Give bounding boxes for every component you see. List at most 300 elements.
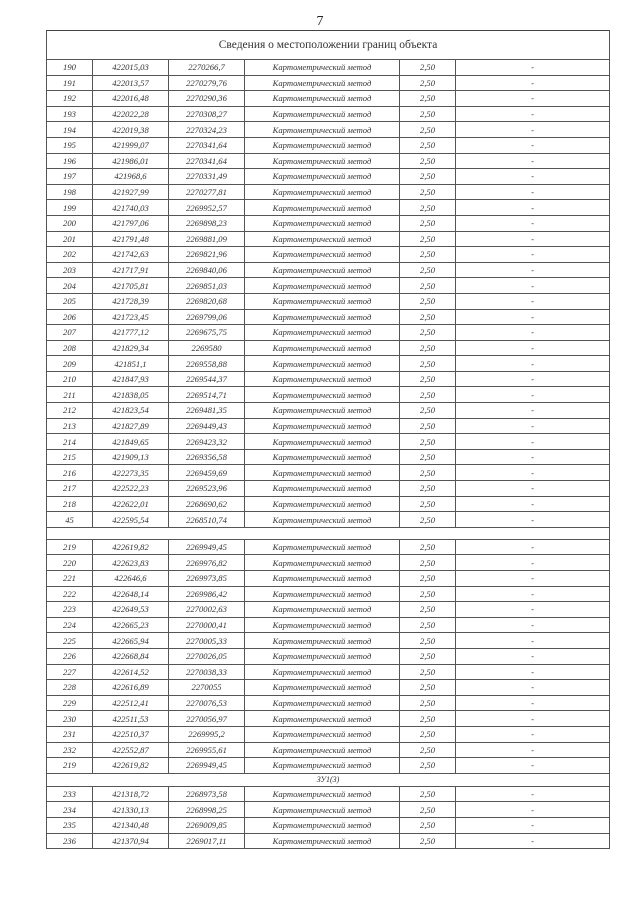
coordinate-y: 2269973,85 <box>169 571 245 587</box>
precision-value: 2,50 <box>400 786 456 802</box>
description-cell: - <box>456 278 610 294</box>
determination-method: Картометрический метод <box>245 356 400 372</box>
precision-value: 2,50 <box>400 449 456 465</box>
precision-value: 2,50 <box>400 481 456 497</box>
table-row <box>47 340 610 356</box>
description-cell: - <box>456 215 610 231</box>
coordinate-y: 2270279,76 <box>169 75 245 91</box>
coordinate-y: 2270331,49 <box>169 169 245 185</box>
coordinate-x: 422646,6 <box>93 571 169 587</box>
precision-value: 2,50 <box>400 695 456 711</box>
determination-method: Картометрический метод <box>245 726 400 742</box>
table-row <box>47 371 610 387</box>
coordinate-y: 2269580 <box>169 340 245 356</box>
description-cell: - <box>456 91 610 107</box>
table-row <box>47 617 610 633</box>
point-number: 231 <box>47 726 93 742</box>
precision-value: 2,50 <box>400 539 456 555</box>
coordinate-x: 421740,03 <box>93 200 169 216</box>
point-number: 190 <box>47 60 93 76</box>
description-cell: - <box>456 586 610 602</box>
table-row <box>47 200 610 216</box>
precision-value: 2,50 <box>400 403 456 419</box>
determination-method: Картометрический метод <box>245 106 400 122</box>
point-number: 195 <box>47 137 93 153</box>
description-cell: - <box>456 293 610 309</box>
description-cell: - <box>456 481 610 497</box>
coordinate-y: 2269459,69 <box>169 465 245 481</box>
table-row <box>47 680 610 696</box>
table-row <box>47 833 610 849</box>
precision-value: 2,50 <box>400 75 456 91</box>
description-cell: - <box>456 539 610 555</box>
precision-value: 2,50 <box>400 680 456 696</box>
precision-value: 2,50 <box>400 711 456 727</box>
coordinate-y: 2270002,63 <box>169 602 245 618</box>
coordinate-x: 421728,39 <box>93 293 169 309</box>
description-cell: - <box>456 680 610 696</box>
precision-value: 2,50 <box>400 555 456 571</box>
table-row <box>47 539 610 555</box>
table-row <box>47 742 610 758</box>
description-cell: - <box>456 695 610 711</box>
precision-value: 2,50 <box>400 91 456 107</box>
determination-method: Картометрический метод <box>245 137 400 153</box>
point-number: 234 <box>47 802 93 818</box>
table-row <box>47 262 610 278</box>
determination-method: Картометрический метод <box>245 184 400 200</box>
point-number: 191 <box>47 75 93 91</box>
coordinate-y: 2270341,64 <box>169 153 245 169</box>
determination-method: Картометрический метод <box>245 449 400 465</box>
determination-method: Картометрический метод <box>245 786 400 802</box>
coordinate-y: 2269820,68 <box>169 293 245 309</box>
coordinate-x: 422665,94 <box>93 633 169 649</box>
determination-method: Картометрический метод <box>245 371 400 387</box>
coordinate-y: 2269952,57 <box>169 200 245 216</box>
table-row <box>47 356 610 372</box>
coordinate-x: 422013,57 <box>93 75 169 91</box>
determination-method: Картометрический метод <box>245 512 400 528</box>
determination-method: Картометрический метод <box>245 481 400 497</box>
description-cell: - <box>456 633 610 649</box>
precision-value: 2,50 <box>400 648 456 664</box>
coordinate-x: 421340,48 <box>93 817 169 833</box>
section-label <box>47 773 610 786</box>
description-cell: - <box>456 184 610 200</box>
coordinate-x: 422512,41 <box>93 695 169 711</box>
point-number: 202 <box>47 247 93 263</box>
point-number: 236 <box>47 833 93 849</box>
coordinate-x: 422522,23 <box>93 481 169 497</box>
description-cell: - <box>456 817 610 833</box>
coordinate-y: 2270308,27 <box>169 106 245 122</box>
page-number: 7 <box>316 14 324 29</box>
description-cell: - <box>456 356 610 372</box>
table-row <box>47 91 610 107</box>
coordinate-y: 2269009,85 <box>169 817 245 833</box>
precision-value: 2,50 <box>400 758 456 774</box>
determination-method: Картометрический метод <box>245 75 400 91</box>
coordinate-x: 421791,48 <box>93 231 169 247</box>
coordinate-x: 421986,01 <box>93 153 169 169</box>
determination-method: Картометрический метод <box>245 169 400 185</box>
coordinate-x: 421849,65 <box>93 434 169 450</box>
precision-value: 2,50 <box>400 742 456 758</box>
coordinate-x: 421330,13 <box>93 802 169 818</box>
point-number: 204 <box>47 278 93 294</box>
table-row <box>47 60 610 76</box>
table-row <box>47 309 610 325</box>
description-cell: - <box>456 169 610 185</box>
coordinate-x: 421838,05 <box>93 387 169 403</box>
precision-value: 2,50 <box>400 169 456 185</box>
coordinate-x: 422665,23 <box>93 617 169 633</box>
table-row <box>47 418 610 434</box>
description-cell: - <box>456 512 610 528</box>
coordinate-x: 422015,03 <box>93 60 169 76</box>
precision-value: 2,50 <box>400 106 456 122</box>
coordinate-y: 2269675,75 <box>169 325 245 341</box>
point-number: 221 <box>47 571 93 587</box>
coordinate-y: 2270038,33 <box>169 664 245 680</box>
coordinate-x: 421829,34 <box>93 340 169 356</box>
description-cell: - <box>456 786 610 802</box>
description-cell: - <box>456 434 610 450</box>
table-row <box>47 122 610 138</box>
table-row <box>47 169 610 185</box>
point-number: 224 <box>47 617 93 633</box>
point-number: 206 <box>47 309 93 325</box>
determination-method: Картометрический метод <box>245 387 400 403</box>
point-number: 200 <box>47 215 93 231</box>
description-cell: - <box>456 602 610 618</box>
table-row <box>47 293 610 309</box>
determination-method: Картометрический метод <box>245 60 400 76</box>
coordinate-y: 2270324,23 <box>169 122 245 138</box>
description-cell: - <box>456 758 610 774</box>
point-number: 212 <box>47 403 93 419</box>
coordinate-y: 2269558,88 <box>169 356 245 372</box>
precision-value: 2,50 <box>400 340 456 356</box>
determination-method: Картометрический метод <box>245 122 400 138</box>
table-row <box>47 664 610 680</box>
point-number: 228 <box>47 680 93 696</box>
table-title-row <box>47 31 610 60</box>
coordinate-x: 421318,72 <box>93 786 169 802</box>
table-row <box>47 817 610 833</box>
coordinate-y: 2269356,58 <box>169 449 245 465</box>
description-cell: - <box>456 449 610 465</box>
precision-value: 2,50 <box>400 633 456 649</box>
coordinate-x: 422552,87 <box>93 742 169 758</box>
table-row <box>47 648 610 664</box>
section-separator-cell <box>47 527 610 539</box>
table-row <box>47 496 610 512</box>
coordinate-y: 2270266,7 <box>169 60 245 76</box>
coordinate-y: 2269481,35 <box>169 403 245 419</box>
description-cell: - <box>456 617 610 633</box>
point-number: 196 <box>47 153 93 169</box>
coordinate-x: 421927,99 <box>93 184 169 200</box>
point-number: 220 <box>47 555 93 571</box>
determination-method: Картометрический метод <box>245 664 400 680</box>
precision-value: 2,50 <box>400 215 456 231</box>
table-row <box>47 403 610 419</box>
point-number: 235 <box>47 817 93 833</box>
determination-method: Картометрический метод <box>245 231 400 247</box>
table-row <box>47 137 610 153</box>
determination-method: Картометрический метод <box>245 325 400 341</box>
coordinate-y: 2270290,36 <box>169 91 245 107</box>
precision-value: 2,50 <box>400 664 456 680</box>
point-number: 194 <box>47 122 93 138</box>
determination-method: Картометрический метод <box>245 758 400 774</box>
coordinate-x: 422595,54 <box>93 512 169 528</box>
coordinate-y: 2270056,97 <box>169 711 245 727</box>
table-row <box>47 802 610 818</box>
precision-value: 2,50 <box>400 184 456 200</box>
point-number: 215 <box>47 449 93 465</box>
precision-value: 2,50 <box>400 293 456 309</box>
table-row <box>47 231 610 247</box>
coordinate-x: 421909,13 <box>93 449 169 465</box>
coordinate-y: 2269799,06 <box>169 309 245 325</box>
coordinate-y: 2269523,96 <box>169 481 245 497</box>
precision-value: 2,50 <box>400 325 456 341</box>
coordinate-x: 421851,1 <box>93 356 169 372</box>
coordinates-sheet <box>46 30 609 849</box>
description-cell: - <box>456 247 610 263</box>
determination-method: Картометрический метод <box>245 711 400 727</box>
description-cell: - <box>456 122 610 138</box>
precision-value: 2,50 <box>400 496 456 512</box>
precision-value: 2,50 <box>400 617 456 633</box>
coordinate-x: 422511,53 <box>93 711 169 727</box>
coordinate-y: 2270000,41 <box>169 617 245 633</box>
table-row <box>47 586 610 602</box>
table-row <box>47 481 610 497</box>
description-cell: - <box>456 648 610 664</box>
determination-method: Картометрический метод <box>245 247 400 263</box>
description-cell: - <box>456 726 610 742</box>
point-number: 203 <box>47 262 93 278</box>
table-row <box>47 786 610 802</box>
description-cell: - <box>456 555 610 571</box>
precision-value: 2,50 <box>400 309 456 325</box>
precision-value: 2,50 <box>400 434 456 450</box>
coordinate-x: 422019,38 <box>93 122 169 138</box>
precision-value: 2,50 <box>400 137 456 153</box>
table-row <box>47 758 610 774</box>
precision-value: 2,50 <box>400 122 456 138</box>
point-number: 205 <box>47 293 93 309</box>
point-number: 213 <box>47 418 93 434</box>
coordinate-x: 421777,12 <box>93 325 169 341</box>
coordinate-x: 421742,63 <box>93 247 169 263</box>
determination-method: Картометрический метод <box>245 262 400 278</box>
point-number: 192 <box>47 91 93 107</box>
point-number: 211 <box>47 387 93 403</box>
table-row <box>47 571 610 587</box>
coordinate-x: 422016,48 <box>93 91 169 107</box>
determination-method: Картометрический метод <box>245 602 400 618</box>
description-cell: - <box>456 802 610 818</box>
coordinate-y: 2269976,82 <box>169 555 245 571</box>
coordinate-y: 2269840,06 <box>169 262 245 278</box>
precision-value: 2,50 <box>400 602 456 618</box>
precision-value: 2,50 <box>400 60 456 76</box>
description-cell: - <box>456 418 610 434</box>
description-cell: - <box>456 711 610 727</box>
coordinate-y: 2269955,61 <box>169 742 245 758</box>
determination-method: Картометрический метод <box>245 742 400 758</box>
coordinate-x: 421968,6 <box>93 169 169 185</box>
point-number: 199 <box>47 200 93 216</box>
description-cell: - <box>456 231 610 247</box>
coordinate-y: 2268510,74 <box>169 512 245 528</box>
point-number: 232 <box>47 742 93 758</box>
determination-method: Картометрический метод <box>245 200 400 216</box>
precision-value: 2,50 <box>400 356 456 372</box>
description-cell: - <box>456 153 610 169</box>
description-cell: - <box>456 496 610 512</box>
coordinate-x: 422622,01 <box>93 496 169 512</box>
coordinate-y: 2269995,2 <box>169 726 245 742</box>
determination-method: Картометрический метод <box>245 648 400 664</box>
precision-value: 2,50 <box>400 418 456 434</box>
determination-method: Картометрический метод <box>245 418 400 434</box>
table-row <box>47 695 610 711</box>
precision-value: 2,50 <box>400 571 456 587</box>
determination-method: Картометрический метод <box>245 403 400 419</box>
coordinate-y: 2270026,05 <box>169 648 245 664</box>
table-row <box>47 106 610 122</box>
coordinate-y: 2268973,58 <box>169 786 245 802</box>
table-row <box>47 711 610 727</box>
precision-value: 2,50 <box>400 586 456 602</box>
coordinate-y: 2270341,64 <box>169 137 245 153</box>
point-number: 226 <box>47 648 93 664</box>
coordinate-y: 2270005,33 <box>169 633 245 649</box>
point-number: 230 <box>47 711 93 727</box>
description-cell: - <box>456 465 610 481</box>
table-row <box>47 602 610 618</box>
precision-value: 2,50 <box>400 200 456 216</box>
coordinate-x: 422616,89 <box>93 680 169 696</box>
coordinate-y: 2269423,32 <box>169 434 245 450</box>
description-cell: - <box>456 571 610 587</box>
determination-method: Картометрический метод <box>245 817 400 833</box>
point-number: 222 <box>47 586 93 602</box>
coordinate-x: 422510,37 <box>93 726 169 742</box>
coordinate-y: 2270076,53 <box>169 695 245 711</box>
point-number: 197 <box>47 169 93 185</box>
determination-method: Картометрический метод <box>245 91 400 107</box>
coordinate-y: 2269514,71 <box>169 387 245 403</box>
coordinate-y: 2270055 <box>169 680 245 696</box>
point-number: 219 <box>47 758 93 774</box>
precision-value: 2,50 <box>400 387 456 403</box>
point-number: 233 <box>47 786 93 802</box>
description-cell: - <box>456 403 610 419</box>
determination-method: Картометрический метод <box>245 633 400 649</box>
point-number: 201 <box>47 231 93 247</box>
point-number: 198 <box>47 184 93 200</box>
table-row <box>47 387 610 403</box>
coordinate-x: 421827,89 <box>93 418 169 434</box>
table-row <box>47 633 610 649</box>
precision-value: 2,50 <box>400 278 456 294</box>
description-cell: - <box>456 200 610 216</box>
determination-method: Картометрический метод <box>245 215 400 231</box>
coordinate-x: 422022,28 <box>93 106 169 122</box>
description-cell: - <box>456 833 610 849</box>
description-cell: - <box>456 325 610 341</box>
precision-value: 2,50 <box>400 833 456 849</box>
coordinate-y: 2269949,45 <box>169 758 245 774</box>
coordinate-y: 2269544,37 <box>169 371 245 387</box>
coordinate-x: 421723,45 <box>93 309 169 325</box>
point-number: 223 <box>47 602 93 618</box>
coordinate-y: 2269017,11 <box>169 833 245 849</box>
determination-method: Картометрический метод <box>245 695 400 711</box>
coordinate-x: 421717,91 <box>93 262 169 278</box>
coordinate-y: 2270277,81 <box>169 184 245 200</box>
determination-method: Картометрический метод <box>245 465 400 481</box>
table-row <box>47 184 610 200</box>
point-number: 225 <box>47 633 93 649</box>
description-cell: - <box>456 742 610 758</box>
table-row <box>47 434 610 450</box>
description-cell: - <box>456 137 610 153</box>
description-cell: - <box>456 262 610 278</box>
point-number: 216 <box>47 465 93 481</box>
determination-method: Картометрический метод <box>245 340 400 356</box>
determination-method: Картометрический метод <box>245 571 400 587</box>
precision-value: 2,50 <box>400 817 456 833</box>
determination-method: Картометрический метод <box>245 802 400 818</box>
table-title: Сведения о местоположении границ объекта <box>47 31 610 60</box>
point-number: 208 <box>47 340 93 356</box>
description-cell: - <box>456 75 610 91</box>
determination-method: Картометрический метод <box>245 309 400 325</box>
coordinate-x: 422619,82 <box>93 539 169 555</box>
coordinate-y: 2268690,62 <box>169 496 245 512</box>
coordinate-x: 421823,54 <box>93 403 169 419</box>
description-cell: - <box>456 664 610 680</box>
precision-value: 2,50 <box>400 512 456 528</box>
determination-method: Картометрический метод <box>245 153 400 169</box>
table-row <box>47 247 610 263</box>
table-row <box>47 278 610 294</box>
description-cell: - <box>456 106 610 122</box>
determination-method: Картометрический метод <box>245 496 400 512</box>
table-row <box>47 726 610 742</box>
coordinate-x: 422623,83 <box>93 555 169 571</box>
coordinate-x: 421705,81 <box>93 278 169 294</box>
determination-method: Картометрический метод <box>245 555 400 571</box>
point-number: 214 <box>47 434 93 450</box>
table-row <box>47 215 610 231</box>
table-row <box>47 153 610 169</box>
determination-method: Картометрический метод <box>245 539 400 555</box>
coordinate-x: 422668,84 <box>93 648 169 664</box>
table-row <box>47 465 610 481</box>
coordinate-x: 421999,07 <box>93 137 169 153</box>
point-number: 210 <box>47 371 93 387</box>
precision-value: 2,50 <box>400 726 456 742</box>
